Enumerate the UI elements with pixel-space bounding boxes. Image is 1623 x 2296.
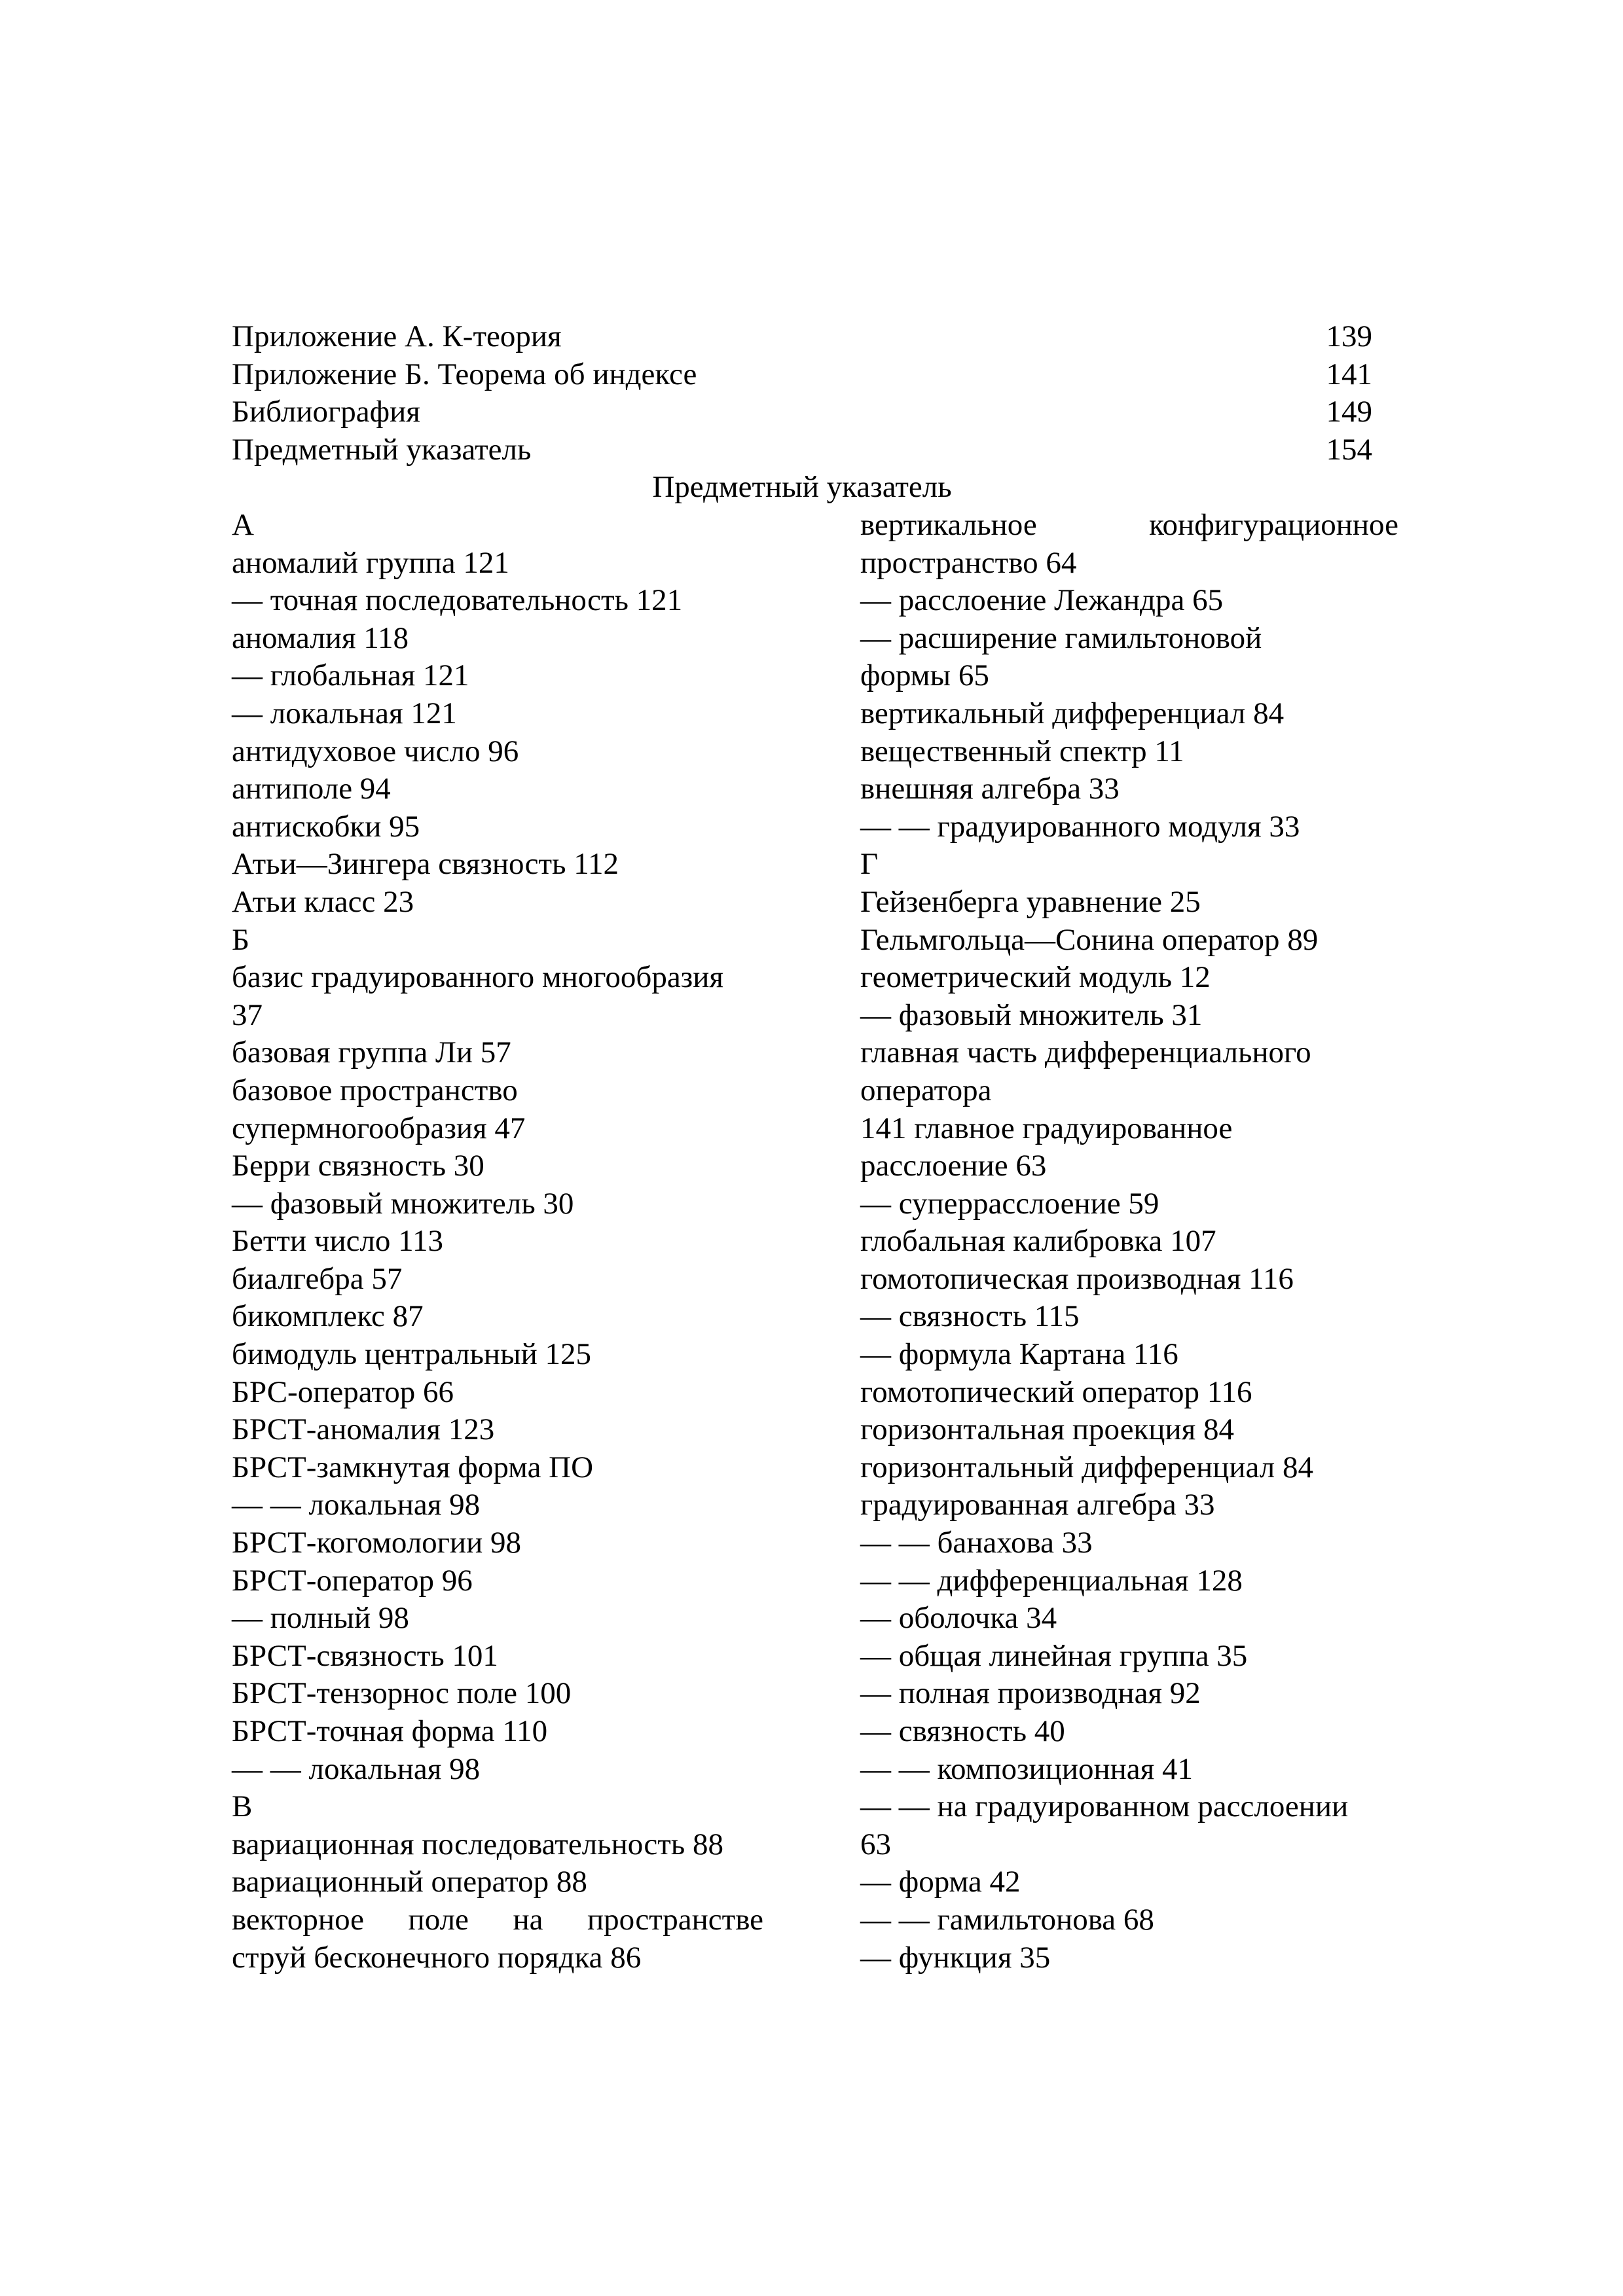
index-entry: — связность 115 [860, 1299, 1080, 1334]
index-entry: — — композиционная 41 [860, 1751, 1194, 1786]
index-entry: — связность 40 [860, 1714, 1065, 1748]
index-entry: геометрический модуль 12 [860, 960, 1211, 995]
toc-entry-page: 149 [1326, 395, 1372, 429]
index-entry: БРСТ-оператор 96 [232, 1563, 473, 1598]
toc-entry [232, 356, 1372, 394]
index-entry: гомотопическая производная 116 [860, 1261, 1294, 1296]
toc-entry-page: 154 [1326, 432, 1372, 467]
index-entry: бикомплекс 87 [232, 1299, 424, 1334]
index-entry: Атьи класс 23 [232, 884, 414, 919]
index-entry: — — гамильтонова 68 [860, 1902, 1154, 1937]
index-entry: главная часть дифференциального [860, 1035, 1311, 1070]
index-entry: антиполе 94 [232, 772, 391, 806]
toc-entry [232, 318, 1372, 356]
index-entry: — расслоение Лежандра 65 [860, 583, 1224, 618]
toc-entry [232, 431, 1372, 469]
toc-entry-title: Библиография [232, 395, 420, 429]
index-entry: вариационная последовательность 88 [232, 1827, 723, 1861]
index-entry: 37 [232, 997, 263, 1032]
index-entry: — — на градуированном расслоении [860, 1789, 1349, 1824]
table-of-contents [232, 318, 1372, 469]
index-entry: — полный 98 [232, 1601, 409, 1636]
index-entry: БРСТ-связность 101 [232, 1638, 498, 1673]
index-entry: — глобальная 121 [232, 658, 469, 693]
index-entry: — локальная 121 [232, 696, 457, 730]
index-entry: бимодуль центральный 125 [232, 1337, 592, 1372]
index-entry: — — градуированного модуля 33 [860, 809, 1300, 844]
index-entry: аномалий группа 121 [232, 545, 509, 580]
index-entry: БРСТ-тензорнос поле 100 [232, 1676, 572, 1711]
index-entry: базовое пространство [232, 1073, 518, 1107]
index-entry: БРСТ-аномалия 123 [232, 1412, 495, 1447]
toc-entry-page: 141 [1326, 357, 1372, 391]
index-entry: — точная последовательность 121 [232, 583, 683, 618]
index-entry: вариационный оператор 88 [232, 1865, 587, 1899]
index-entry: — — локальная 98 [232, 1751, 481, 1786]
index-entry: БРС-оператор 66 [232, 1374, 454, 1409]
toc-entry-page: 139 [1326, 319, 1372, 353]
index-entry: гомотопический оператор 116 [860, 1374, 1252, 1409]
toc-entry-title: Предметный указатель [232, 432, 532, 467]
index-entry: формы 65 [860, 658, 989, 693]
index-entry: 63 [860, 1827, 891, 1861]
index-entry: — фазовый множитель 31 [860, 997, 1203, 1032]
index-entry: внешняя алгебра 33 [860, 772, 1120, 806]
index-entry: вертикальный дифференциал 84 [860, 696, 1285, 730]
index-entry: антидуховое число 96 [232, 734, 519, 768]
index-entry: оператора [860, 1073, 992, 1107]
index-entry: БРСТ-точная форма 110 [232, 1714, 548, 1748]
index-entry: струй бесконечного порядка 86 [232, 1940, 642, 1975]
index-entry: супермногообразия 47 [232, 1111, 526, 1145]
index-entry: — суперрасслоение 59 [860, 1186, 1159, 1221]
index-entry: Бетти число 113 [232, 1224, 443, 1259]
index-letter-heading: В [232, 1789, 253, 1824]
index-entry: аномалия 118 [232, 620, 409, 655]
index-entry: биалгебра 57 [232, 1261, 403, 1296]
index-column-left [232, 507, 763, 1977]
index-entry: — форма 42 [860, 1865, 1021, 1899]
index-entry: — функция 35 [860, 1940, 1051, 1975]
index-entry: Берри связность 30 [232, 1149, 484, 1183]
index-column-right [860, 507, 1398, 1977]
index-entry: Гельмгольца—Сонина оператор 89 [860, 922, 1319, 957]
index-entry: — оболочка 34 [860, 1601, 1057, 1636]
index-entry: 141 главное градуированное [860, 1111, 1233, 1145]
index-entry: БРСТ-замкнутая форма ПО [232, 1450, 594, 1484]
toc-entry [232, 393, 1372, 431]
index-entry: векторное поле на пространстве [232, 1902, 763, 1937]
index-entry: БРСТ-когомологии 98 [232, 1526, 521, 1560]
index-entry: базовая группа Ли 57 [232, 1035, 511, 1070]
index-entry: расслоение 63 [860, 1149, 1047, 1183]
index-entry: вещественный спектр 11 [860, 734, 1184, 768]
toc-entry-title: Приложение Б. Теорема об индексе [232, 357, 697, 391]
index-entry: горизонтальная проекция 84 [860, 1412, 1234, 1447]
toc-entry-title: Приложение А. К-теория [232, 319, 562, 353]
index-entry: базис градуированного многообразия [232, 960, 724, 995]
index-entry: Гейзенберга уравнение 25 [860, 884, 1201, 919]
index-entry: Атьи—Зингера связность 112 [232, 847, 619, 882]
index-entry: — — банахова 33 [860, 1526, 1093, 1560]
index-entry: — фазовый множитель 30 [232, 1186, 574, 1221]
index-letter-heading: Б [232, 922, 249, 957]
index-entry: — — локальная 98 [232, 1488, 481, 1522]
index-letter-heading: Г [860, 847, 879, 882]
index-entry: градуированная алгебра 33 [860, 1488, 1215, 1522]
index-entry: вертикальное конфигурационное [860, 508, 1398, 542]
index-entry: антискобки 95 [232, 809, 420, 844]
index-letter-heading: А [232, 508, 254, 542]
index-entry: — — дифференциальная 128 [860, 1563, 1243, 1598]
index-entry: — формула Картана 116 [860, 1337, 1178, 1372]
index-entry: горизонтальный дифференциал 84 [860, 1450, 1313, 1484]
index-entry: — расширение гамильтоновой [860, 620, 1262, 655]
index-title: Предметный указатель [652, 470, 952, 504]
index-entry: — полная производная 92 [860, 1676, 1201, 1711]
index-entry: пространство 64 [860, 545, 1077, 580]
index-entry: — общая линейная группа 35 [860, 1638, 1248, 1673]
index-entry: глобальная калибровка 107 [860, 1224, 1216, 1259]
